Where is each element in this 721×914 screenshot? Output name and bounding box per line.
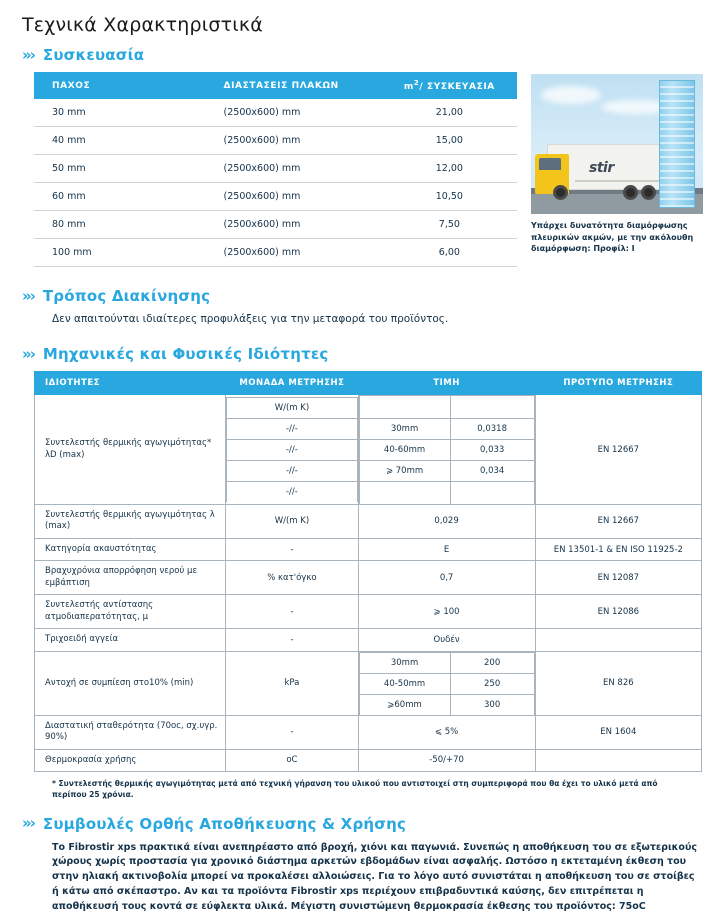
cell-value-group <box>358 395 535 505</box>
cell-property-name: Αντοχή σε συμπίεση στο10% (min) <box>35 651 226 715</box>
cell-standard <box>535 749 701 771</box>
cell-standard: EN 12667 <box>535 395 701 505</box>
section-header-handling <box>22 287 707 305</box>
cell-value-number: 200 <box>450 652 534 673</box>
cell-dimensions: (2500x600) mm <box>218 239 382 267</box>
cell-property-name: Κατηγορία ακαυστότητας <box>35 538 226 560</box>
cell-unit: - <box>226 538 358 560</box>
table-row <box>35 749 702 771</box>
cell-standard: EN 12667 <box>535 505 701 539</box>
table-row <box>35 505 702 539</box>
chevron-right-icon: »› <box>22 45 34 64</box>
column-header-unit: ΜΟΝΑΔΑ ΜΕΤΡΗΣΗΣ <box>226 372 358 395</box>
m2-sup: 2 <box>413 79 420 87</box>
value-sub-table <box>359 395 535 504</box>
cell-thickness: 60 mm <box>34 183 218 211</box>
cell-value: Ουδέν <box>358 629 535 651</box>
storage-paragraph: Το Fibrostir xps πρακτικά είναι ανεπηρέαστο από βροχή, χιόνι και παγωνιά. Συνεπώς η αποθήκευση του σε εξωτερικούς χώρους χωρίς προστασία για χρονικό διάστημα αρκετών εβδομάδων είναι ασφαλής. Ωστόσο η εκτεταμένη έκθεση του στην ηλιακή ακτινοβολία μπορεί να προκαλέσει αλλοιώσεις. Για το λόγο αυτό συνιστάται η αποθήκευση του σε στοίβες ή κάτω από σκέπαστρο. Αν και τα προϊόντα Fibrostir xps περιέχουν επιβραδυντικά καύσης, δεν επιτρέπεται η αποθήκευσή τους κοντά σε εύφλεκτα υλικά. Μέγιστη συνιστώμενη θερμοκρασία έκθεσης του προϊόντος: 75οC <box>52 841 697 912</box>
cell-spacer <box>359 396 450 419</box>
cell-standard: EN 13501-1 & EN ISO 11925-2 <box>535 538 701 560</box>
sub-row <box>359 396 534 419</box>
packaging-table <box>34 72 517 267</box>
cell-spacer <box>450 482 534 505</box>
truck-wheel <box>553 185 568 200</box>
section-title-storage: Συμβουλές Ορθής Αποθήκευσης & Χρήσης <box>42 814 407 833</box>
table-row <box>34 99 517 127</box>
cell-thickness: 50 mm <box>34 155 218 183</box>
cell-value: ⩽ 5% <box>358 715 535 749</box>
chevron-right-icon: »› <box>22 344 34 363</box>
cell-area: 6,00 <box>382 239 517 267</box>
cell-area: 21,00 <box>382 99 517 127</box>
cell-standard: EN 826 <box>535 651 701 715</box>
table-row <box>35 395 702 505</box>
cell-area: 15,00 <box>382 127 517 155</box>
cell-unit: kPa <box>226 651 358 715</box>
column-header-thickness: ΠΑΧΟΣ <box>34 72 218 99</box>
cell-value-label: 40-50mm <box>359 673 450 694</box>
handling-paragraph: Δεν απαιτούνται ιδιαίτερες προφυλάξεις για την μεταφορά του προϊόντος. <box>52 313 449 325</box>
cell-property-name: Θερμοκρασία χρήσης <box>35 749 226 771</box>
packaging-block <box>18 72 707 267</box>
truck-wheel <box>623 185 638 200</box>
sub-row <box>227 419 357 440</box>
cell-property-name: Συντελεστής θερμικής αγωγιμότητας* λD (max) <box>35 395 226 505</box>
cell-property-name: Συντελεστής θερμικής αγωγιμότητας λ (max) <box>35 505 226 539</box>
cell-dimensions: (2500x600) mm <box>218 211 382 239</box>
table-row <box>35 561 702 595</box>
cell-dimensions: (2500x600) mm <box>218 127 382 155</box>
cell-property-name: Διαστατική σταθερότητα (70οc, σχ.υγρ. 90%) <box>35 715 226 749</box>
m2-base: m <box>403 82 414 92</box>
cell-value-label: 40-60mm <box>359 440 450 461</box>
sub-row <box>227 398 357 419</box>
table-row <box>34 183 517 211</box>
column-header-value: ΤΙΜΗ <box>358 372 535 395</box>
cell-standard <box>535 629 701 651</box>
table-header-row <box>34 72 517 99</box>
cell-value-label: 30mm <box>359 419 450 440</box>
cell-area: 10,50 <box>382 183 517 211</box>
photo-column <box>531 72 707 255</box>
sub-row <box>359 673 534 694</box>
cell-dimensions: (2500x600) mm <box>218 99 382 127</box>
cell-dimensions: (2500x600) mm <box>218 155 382 183</box>
truck-window-shape <box>539 158 561 170</box>
cell-standard: EN 12087 <box>535 561 701 595</box>
column-header-properties: ΙΔΙΟΤΗΤΕΣ <box>35 372 226 395</box>
section-header-properties <box>22 345 707 363</box>
cell-value: ⩾ 100 <box>358 595 535 629</box>
table-row <box>35 538 702 560</box>
cell-unit-group <box>226 395 358 505</box>
sub-row <box>227 440 357 461</box>
cell-value-label: 30mm <box>359 652 450 673</box>
table-row <box>35 629 702 651</box>
cell-value-number: 0,033 <box>450 440 534 461</box>
value-sub-table <box>359 652 535 715</box>
cell-thickness: 40 mm <box>34 127 218 155</box>
chevron-right-icon: »› <box>22 814 34 833</box>
cell-value: 0,029 <box>358 505 535 539</box>
column-header-dimensions: ΔΙΑΣΤΑΣΕΙΣ ΠΛΑΚΩΝ <box>218 72 382 99</box>
sub-row <box>359 652 534 673</box>
photo-caption: Υπάρχει δυνατότητα διαμόρφωσης πλευρικών ακμών, με την ακόλουθη διαμόρφωση: Προφίλ: I <box>531 221 694 254</box>
cell-unit: - <box>226 715 358 749</box>
properties-footnote: * Συντελεστής θερμικής αγωγιμότητας μετά από τεχνική γήρανση του υλικού που αντιστοιχεί στη συμπεριφορά που θα έχει το υλικό μετά από περίπου 25 χρόνια. <box>52 779 658 800</box>
cell-thickness: 80 mm <box>34 211 218 239</box>
chevron-right-icon: »› <box>22 286 34 305</box>
unit-sub-table <box>226 397 357 502</box>
sub-row <box>359 461 534 482</box>
section-title-packaging: Συσκευασία <box>42 46 145 64</box>
cell-standard: EN 1604 <box>535 715 701 749</box>
cell-property-name: Βραχυχρόνια απορρόφηση νερού με εμβάπτιση <box>35 561 226 595</box>
cell-value: -50/+70 <box>358 749 535 771</box>
page-title: Τεχνικά Χαρακτηριστικά <box>22 14 263 36</box>
cell-standard: EN 12086 <box>535 595 701 629</box>
cell-unit: W/(m K) <box>227 398 357 419</box>
trailer-stripe <box>575 180 663 182</box>
table-row <box>34 211 517 239</box>
table-header-row <box>35 372 702 395</box>
sub-row <box>227 482 357 503</box>
cell-thickness: 100 mm <box>34 239 218 267</box>
column-header-area <box>382 72 517 99</box>
cell-value-number: 300 <box>450 694 534 715</box>
properties-table <box>34 371 702 772</box>
cell-value-number: 0,0318 <box>450 419 534 440</box>
sub-row <box>227 461 357 482</box>
cell-unit: - <box>226 629 358 651</box>
cell-property-name: Τριχοειδή αγγεία <box>35 629 226 651</box>
section-header-storage <box>22 815 707 833</box>
cell-value-label: ⩾ 70mm <box>359 461 450 482</box>
table-row <box>34 155 517 183</box>
table-row <box>34 127 517 155</box>
sub-row <box>359 694 534 715</box>
cell-unit: W/(m K) <box>226 505 358 539</box>
cell-value: E <box>358 538 535 560</box>
cell-value-number: 0,034 <box>450 461 534 482</box>
cell-unit: οC <box>226 749 358 771</box>
cell-spacer <box>450 396 534 419</box>
cell-value-number: 250 <box>450 673 534 694</box>
sub-row <box>359 440 534 461</box>
truck-logo-text: stir <box>589 160 614 176</box>
cell-value-label: ⩾60mm <box>359 694 450 715</box>
xps-panel-shape <box>659 80 695 208</box>
cell-unit: -//- <box>227 461 357 482</box>
sub-row <box>359 482 534 505</box>
cell-unit: -//- <box>227 419 357 440</box>
cell-unit: - <box>226 595 358 629</box>
cell-unit: -//- <box>227 440 357 461</box>
sub-row <box>359 419 534 440</box>
truck-with-xps-panels-photo <box>531 74 703 214</box>
table-row <box>35 715 702 749</box>
table-row <box>34 239 517 267</box>
section-title-handling: Τρόπος Διακίνησης <box>42 287 211 305</box>
cell-dimensions: (2500x600) mm <box>218 183 382 211</box>
section-title-properties: Μηχανικές και Φυσικές Ιδιότητες <box>42 345 329 363</box>
cell-unit: % κατ'όγκο <box>226 561 358 595</box>
section-header-packaging <box>22 46 707 64</box>
cell-property-name: Συντελεστής αντίστασης ατμοδιαπερατότητας, μ <box>35 595 226 629</box>
cell-value: 0,7 <box>358 561 535 595</box>
cell-area: 7,50 <box>382 211 517 239</box>
m2-rest: / ΣΥΣΚΕΥΑΣΙΑ <box>419 82 495 92</box>
column-header-standard: ΠΡΟΤΥΠΟ ΜΕΤΡΗΣΗΣ <box>535 372 701 395</box>
cloud-shape <box>541 86 601 104</box>
cell-area: 12,00 <box>382 155 517 183</box>
table-row <box>35 595 702 629</box>
table-row <box>35 651 702 715</box>
cell-thickness: 30 mm <box>34 99 218 127</box>
cell-spacer <box>359 482 450 505</box>
cell-value-group <box>358 651 535 715</box>
truck-wheel <box>641 185 656 200</box>
cell-unit: -//- <box>227 482 357 503</box>
